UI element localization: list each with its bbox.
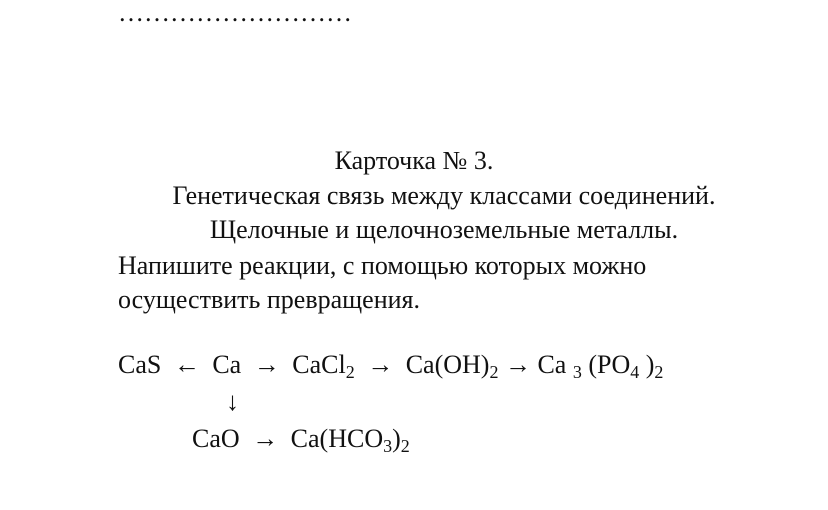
- formula-ca: Ca: [212, 350, 242, 379]
- formula-cas: CaS: [118, 350, 162, 379]
- arrow-right-3: →: [504, 350, 531, 379]
- task-line-1: Напишите реакции, с помощью которых можно: [118, 251, 647, 280]
- arrow-right-4: →: [252, 424, 279, 453]
- arrow-right-2: →: [367, 350, 394, 379]
- topic-line-1: Генетическая связь между классами соединений.: [172, 181, 716, 210]
- formula-cao: CaO: [192, 424, 240, 453]
- formula-cahco32: $Ca(HCO_3)_2$: [290, 424, 410, 456]
- formula-cacl2: CaCl$_2$: [292, 350, 355, 382]
- topic-line-2: Щелочные и щелочноземельные металлы.: [209, 215, 679, 244]
- task-line-2: осуществить превращения.: [118, 285, 420, 314]
- formula-ca3po42: Ca $_3$ ($PO_4$ )$_2$: [537, 350, 664, 382]
- formula-caoh2: $Ca(OH)_2$: [405, 350, 499, 382]
- reaction-chain-main: [118, 350, 663, 380]
- arrow-right-1: →: [253, 350, 280, 379]
- card-title: Карточка № 3.: [334, 146, 494, 175]
- arrow-left: ←: [173, 350, 200, 379]
- dotted-line: ………………………: [118, 0, 352, 27]
- arrow-down: ↓: [226, 387, 239, 416]
- reaction-chain-branch: [192, 424, 410, 454]
